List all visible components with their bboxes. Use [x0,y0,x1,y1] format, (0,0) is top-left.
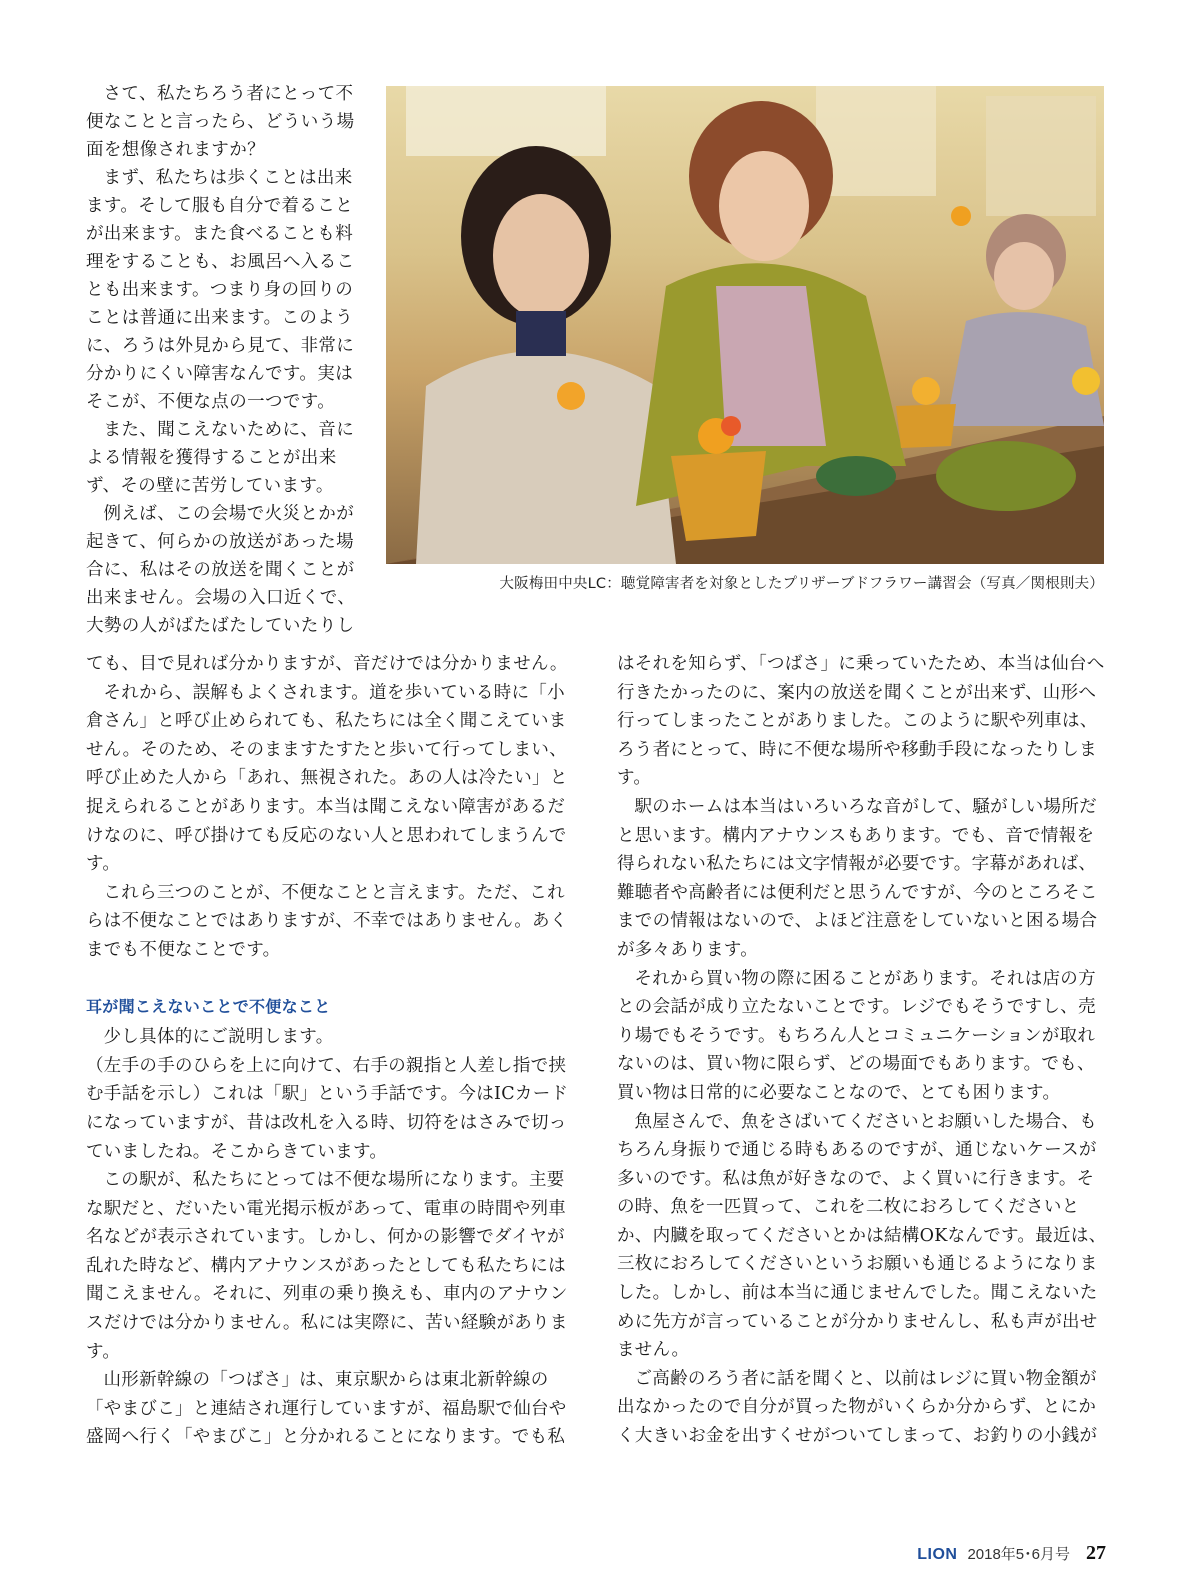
paragraph: この駅が、私たちにとっては不便な場所になります。主要な駅だと、だいたい電光掲示板があって、電車の時間や列車名などが表示されています。しかし、何かの影響でダイヤが乱れた時など、構内アナウンスがあったとしても私たちには聞こえません。それに、列車の乗り換えも、車内のアナウンスだけでは分かりません。私には実際に、苦い経験があります。 [86,1170,568,1362]
paragraph: まず、私たちは歩くことは出来ます。そして服も自分で着ることが出来ます。また食べることも料理をすることも、お風呂へ入ることも出来ます。つまり身の回りのことは普通に出来ます。このように、ろうは外見から見て、非常に分かりにくい障害なんです。実はそこが、不便な点の一つです。 [86,168,355,412]
paragraph: それから、誤解もよくされます。道を歩いている時に「小倉さん」と呼び止められても、私たちには全く聞こえていません。そのため、そのまますたすたと歩いて行ってしまい、呼び止めた人から「あれ、無視された。あの人は冷たい」と捉えられることがあります。本当は聞こえない障害があるだけなのに、呼び掛けても反応のない人と思われてしまうんです。 [86,682,568,875]
paragraph: ても、目で見れば分かりますが、音だけでは分かりません。 [86,654,568,674]
page-footer [917,1542,1106,1565]
photo-caption: 大阪梅田中央LC：聴覚障害者を対象としたプリザーブドフラワー講習会（写真／関根則夫） [499,576,1104,592]
right-column [617,650,1107,1451]
paragraph: さて、私たちろう者にとって不便なことと言ったら、どういう場面を想像されますか？ [86,84,355,160]
paragraph: 魚屋さんで、魚をさばいてくださいとお願いした場合、もちろん身振りで通じる時もあるのですが、通じないケースが多いのです。私は魚が好きなので、よく買いに行きます。その時、魚を一匹買って、これを二枚におろしてくださいとか、内臓を取ってくださいとかは結構OKなんです。最近は、三枚におろしてくださいというお願いも通じるようになりました。しかし、前は本当に通じませんでした。聞こえないために先方が言っていることが分かりませんし、私も声が出せません。 [617,1111,1107,1361]
paragraph: ご高齢のろう者に話を聞くと、以前はレジに買い物金額が出なかったので自分が買った物がいくらか分からず、とにかく大きいお金を出すくせがついてしまって、お釣りの小銭が [617,1368,1098,1447]
photo-illustration [386,86,1104,564]
left-column [86,650,572,1452]
section-heading: 耳が聞こえないことで不便なこと [86,996,331,1016]
paragraph: はそれを知らず、「つばさ」に乗っていたため、本当は仙台へ行きたかったのに、案内の放送を聞くことが出来ず、山形へ行ってしまったことがありました。このように駅や列車は、ろう者にとって、時に不便な場所や移動手段になったりします。 [617,654,1105,789]
magazine-name: LION [917,1546,958,1563]
paragraph: これら三つのことが、不便なことと言えます。ただ、これらは不便なことではありますが、不幸ではありません。あくまでも不便なことです。 [86,882,568,960]
paragraph: 例えば、この会場で火災とかが起きて、何らかの放送があった場合に、私はその放送を聞くことが出来ません。会場の入口近くで、大勢の人がばたばたしていたりし [86,504,356,636]
paragraph: 駅のホームは本当はいろいろな音がして、騒がしい場所だと思います。構内アナウンスもあります。でも、音で情報を得られない私たちには文字情報が必要です。字幕があれば、難聴者や高齢者には便利だと思うんですが、今のところそこまでの情報はないので、よほど注意をしていないと困る場合が多々あります。 [617,796,1098,960]
paragraph: 少し具体的にご説明します。 [103,1027,334,1048]
paragraph: 山形新幹線の「つばさ」は、東京駅からは東北新幹線の「やまびこ」と連結され運行していますが、福島駅で仙台や盛岡へ行く「やまびこ」と分かれることになります。でも私 [86,1370,567,1448]
intro-text [86,80,370,640]
paragraph: （左手の手のひらを上に向けて、右手の親指と人差し指で挟む手話を示し）これは「駅」という手話です。今はICカードになっていますが、昔は改札を入る時、切符をはさみで切っていましたね。そこからきています。 [86,1055,569,1162]
paragraph: また、聞こえないために、音による情報を獲得することが出来ず、その壁に苦労しています。 [86,420,355,496]
workshop-photo [386,86,1104,564]
paragraph: それから買い物の際に困ることがあります。それは店の方との会話が成り立たないことです。レジでもそうですし、売り場でもそうです。もちろん人とコミュニケーションが取れないのは、買い物に限らず、どの場面でもあります。でも、買い物は日常的に必要なことなので、とても困ります。 [617,968,1096,1103]
page-number: 27 [1086,1542,1106,1564]
issue-date: 2018年5･6月号 [967,1546,1070,1563]
